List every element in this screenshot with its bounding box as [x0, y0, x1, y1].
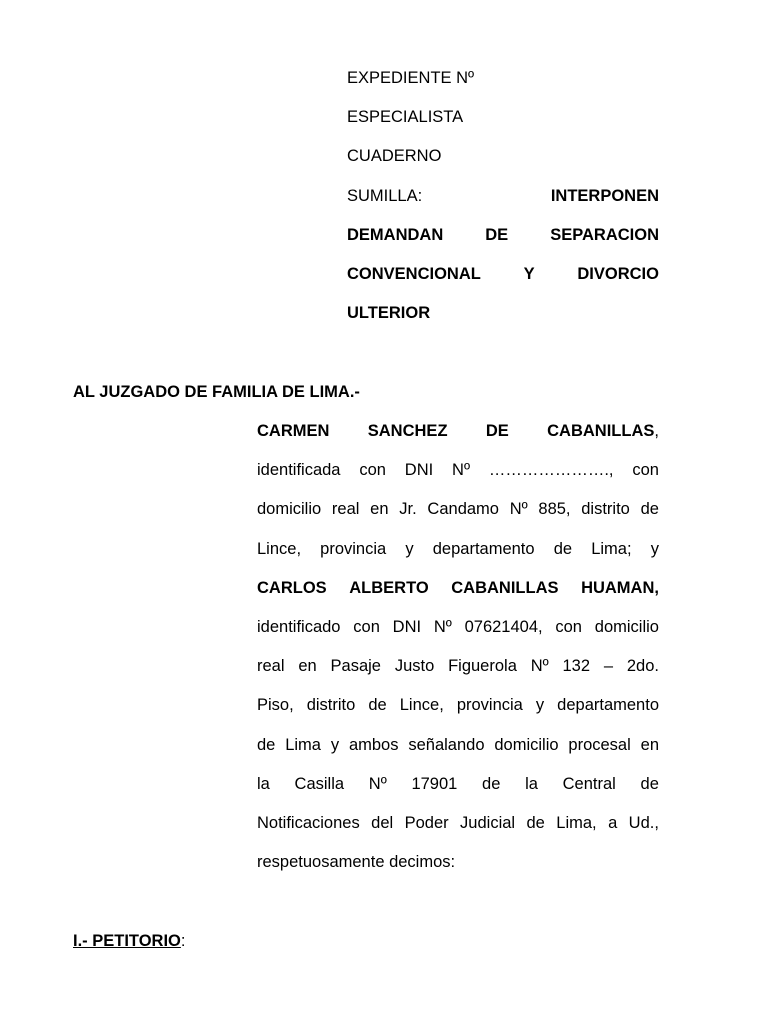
intro-word: real	[257, 657, 285, 676]
intro-word: Jr.	[399, 500, 417, 519]
intro-word: Lince,	[257, 539, 302, 558]
intro-word: Nº	[433, 617, 452, 636]
intro-word: identificado	[257, 617, 341, 636]
cuaderno-label: CUADERNO	[347, 147, 442, 166]
intro-word: 2do.	[626, 657, 659, 676]
intro-word: Nº	[452, 461, 470, 480]
intro-word: Nº	[530, 657, 549, 676]
intro-word: la	[525, 774, 538, 793]
intro-word: distrito	[306, 696, 356, 715]
section-heading	[73, 927, 185, 955]
sumilla-line-1	[347, 182, 659, 221]
intro-word: y	[405, 539, 414, 558]
intro-word: Nº	[509, 500, 528, 519]
intro-word: procesal	[568, 735, 631, 754]
intro-line	[257, 613, 659, 652]
intro-word: Judicial	[460, 813, 516, 832]
section-colon: :	[180, 932, 186, 950]
intro-word: Lima,	[556, 813, 597, 832]
intro-word: Nº	[368, 774, 387, 793]
intro-word: Lima;	[591, 539, 632, 558]
intro-line	[257, 652, 659, 691]
intro-word: Lima	[285, 735, 321, 754]
intro-word: en	[370, 500, 389, 519]
intro-word: Notificaciones	[257, 813, 360, 832]
intro-word: con	[555, 617, 582, 636]
intro-word: con	[359, 461, 386, 480]
sumilla-line-3	[347, 260, 659, 299]
intro-line	[257, 770, 659, 809]
intro-word: ………………….,	[488, 461, 614, 480]
intro-word: Piso,	[257, 696, 294, 715]
intro-word: provincia	[456, 696, 523, 715]
intro-word: DNI	[392, 617, 422, 636]
intro-word: 17901	[411, 774, 458, 793]
intro-word: Pasaje	[330, 657, 381, 676]
intro-word: Ud.,	[628, 813, 659, 832]
intro-word: en	[298, 657, 317, 676]
intro-word: DE	[485, 422, 509, 440]
intro-word: Candamo	[427, 500, 499, 519]
intro-word: la	[257, 774, 270, 793]
expediente-label: EXPEDIENTE Nº	[347, 69, 475, 87]
sumilla-label: SUMILLA:	[347, 186, 423, 205]
intro-word: señalando	[408, 735, 485, 754]
especialista-label: ESPECIALISTA	[347, 108, 464, 127]
intro-word: y	[535, 696, 545, 715]
intro-word: ambos	[348, 735, 399, 754]
intro-word: Casilla	[294, 774, 345, 793]
intro-word: Figuerola	[448, 657, 517, 676]
intro-line	[257, 574, 659, 613]
intro-word: real	[331, 500, 360, 519]
intro-word: del	[371, 813, 394, 832]
intro-word: CARLOS	[257, 578, 327, 597]
sumilla-line-2	[347, 221, 659, 260]
case-header	[347, 64, 659, 338]
intro-line	[257, 691, 659, 730]
intro-word	[547, 417, 659, 456]
intro-word: Poder	[404, 813, 449, 832]
sumilla-text: INTERPONEN	[550, 186, 659, 205]
intro-word: 07621404,	[464, 617, 543, 636]
intro-line: respetuosamente decimos:	[257, 853, 456, 872]
court-addressee: AL JUZGADO DE FAMILIA DE LIMA.-	[73, 383, 360, 401]
sumilla-word: SEPARACION	[550, 225, 659, 244]
sumilla-word: CONVENCIONAL	[347, 264, 481, 283]
intro-word: departamento	[432, 539, 535, 558]
intro-word: de	[526, 813, 545, 832]
intro-line	[257, 731, 659, 770]
sumilla-word: DE	[485, 225, 509, 244]
intro-line	[257, 417, 659, 456]
intro-punct: ,	[654, 422, 659, 440]
intro-word: 132	[562, 657, 591, 676]
intro-word: en	[640, 735, 659, 754]
intro-word: CABANILLAS	[451, 578, 559, 597]
intro-word: SANCHEZ	[367, 422, 448, 440]
intro-word: –	[603, 657, 614, 676]
intro-word: de	[553, 539, 573, 558]
intro-word: con	[632, 461, 659, 480]
intro-word: y	[330, 735, 340, 754]
sumilla-word: DEMANDAN	[347, 225, 444, 244]
intro-line	[257, 535, 659, 574]
intro-word: CARMEN	[257, 422, 330, 440]
intro-word: Central	[562, 774, 616, 793]
intro-word: de	[368, 696, 387, 715]
intro-name-end: CABANILLAS	[547, 422, 655, 440]
intro-word: departamento	[557, 696, 659, 715]
intro-word: domicilio	[594, 617, 659, 636]
intro-word: DNI	[404, 461, 434, 480]
intro-word: 885,	[538, 500, 571, 519]
intro-line	[257, 809, 659, 848]
intro-line	[257, 495, 659, 534]
sumilla-word: DIVORCIO	[577, 264, 659, 283]
intro-word: con	[353, 617, 380, 636]
intro-word: domicilio	[494, 735, 559, 754]
intro-word: de	[257, 735, 276, 754]
intro-word: de	[640, 500, 659, 519]
intro-word: de	[640, 774, 659, 793]
intro-word: Lince,	[399, 696, 444, 715]
section-title: I.- PETITORIO	[73, 932, 181, 950]
intro-line	[257, 456, 659, 495]
intro-word: Justo	[394, 657, 435, 676]
parties-intro	[257, 417, 659, 887]
sumilla-line-4: ULTERIOR	[347, 304, 431, 323]
intro-word: de	[482, 774, 501, 793]
intro-word: y	[650, 539, 659, 558]
intro-word: HUAMAN,	[581, 578, 659, 597]
intro-word: domicilio	[257, 500, 322, 519]
sumilla-word: Y	[523, 264, 535, 283]
intro-word: a	[608, 813, 618, 832]
intro-word: ALBERTO	[349, 578, 429, 597]
intro-word: distrito	[581, 500, 630, 519]
intro-word: provincia	[320, 539, 387, 558]
intro-word: identificada	[257, 461, 341, 480]
